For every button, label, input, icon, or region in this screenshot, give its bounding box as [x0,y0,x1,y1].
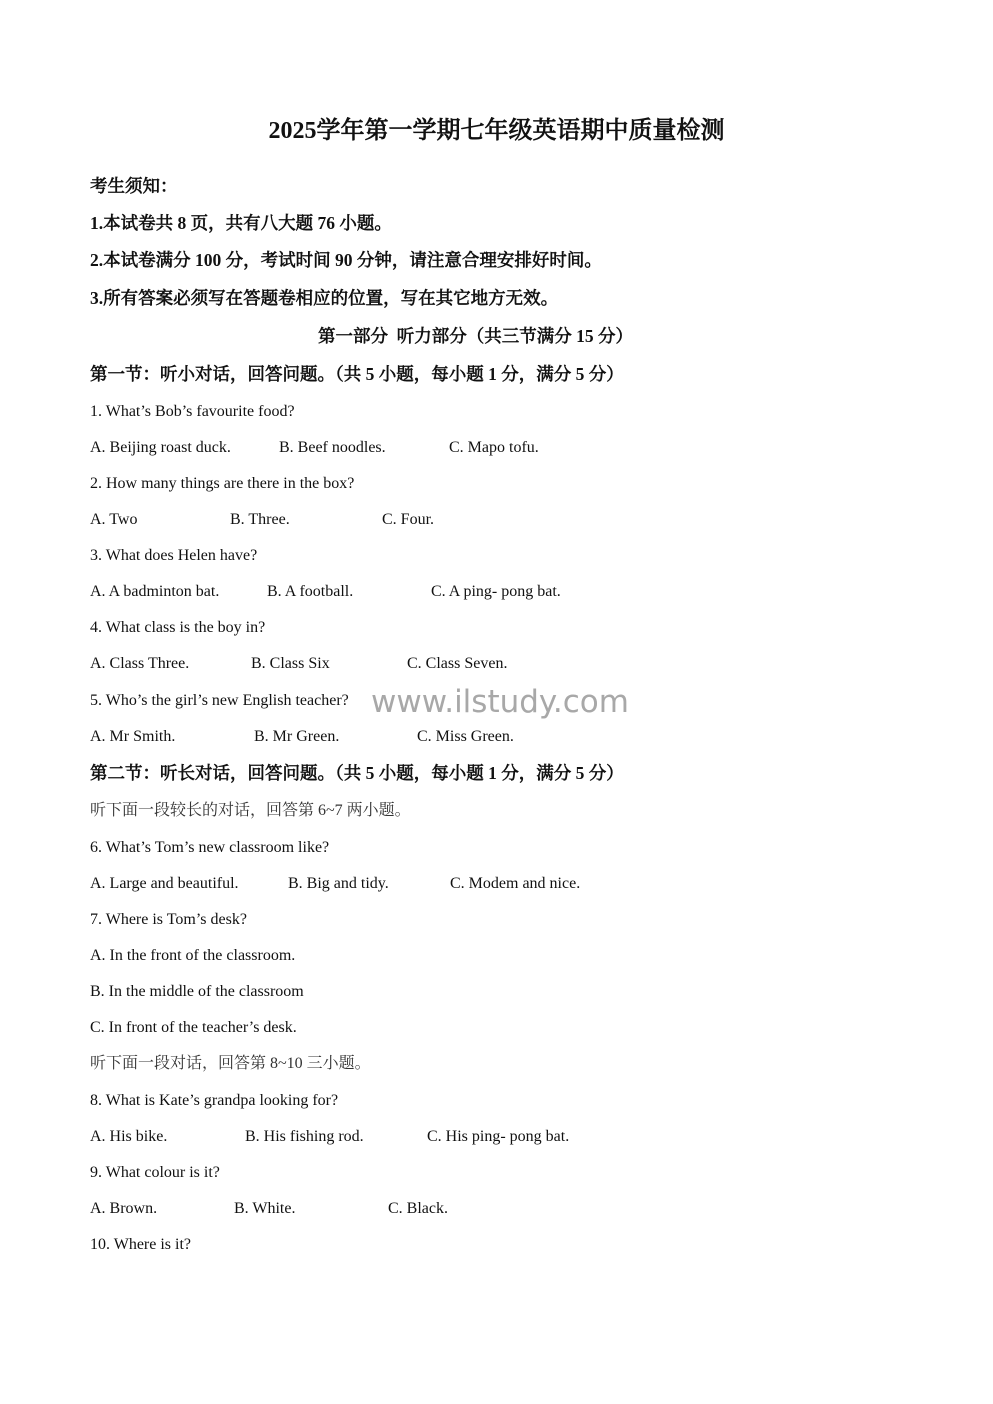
q3-option-a: A. A badminton bat. [90,583,220,600]
q9-option-c: C. Black. [388,1200,448,1217]
q5-option-a: A. Mr Smith. [90,728,176,745]
notice-item-3: 3.所有答案必须写在答题卷相应的位置，写在其它地方无效。 [90,288,559,308]
q6-option-c: C. Modem and nice. [450,875,581,892]
q2-option-b: B. Three. [230,511,290,528]
q3-option-c: C. A ping- pong bat. [431,583,561,600]
question-7: 7. Where is Tom’s desk? [90,911,247,928]
question-4: 4. What class is the boy in? [90,619,266,636]
q6-option-a: A. Large and beautiful. [90,875,239,892]
q8-option-a: A. His bike. [90,1128,168,1145]
q9-option-a: A. Brown. [90,1200,158,1217]
section2-heading: 第二节：听长对话，回答问题。（共 5 小题，每小题 1 分，满分 5 分） [90,763,624,783]
q6-option-b: B. Big and tidy. [288,875,389,892]
q8-option-b: B. His fishing rod. [245,1128,364,1145]
q3-option-b: B. A football. [267,583,354,600]
question-9: 9. What colour is it? [90,1164,220,1181]
section2-instruction-2: 听下面一段对话，回答第 8~10 三小题。 [90,1055,371,1072]
q8-option-c: C. His ping- pong bat. [427,1128,570,1145]
q2-option-c: C. Four. [382,511,435,528]
q4-option-c: C. Class Seven. [407,655,508,672]
question-1: 1. What’s Bob’s favourite food? [90,403,295,420]
q7-option-b: B. In the middle of the classroom [90,983,304,1000]
q9-option-b: B. White. [234,1200,296,1217]
q1-option-a: A. Beijing roast duck. [90,439,231,456]
question-6: 6. What’s Tom’s new classroom like? [90,839,330,856]
q4-option-a: A. Class Three. [90,655,190,672]
q2-option-a: A. Two [90,511,138,528]
q1-option-c: C. Mapo tofu. [449,439,539,456]
notice-heading: 考生须知： [90,176,178,196]
q4-option-b: B. Class Six [251,655,330,672]
question-3: 3. What does Helen have? [90,547,258,564]
q1-option-b: B. Beef noodles. [279,439,386,456]
section1-heading: 第一节：听小对话，回答问题。（共 5 小题，每小题 1 分，满分 5 分） [90,364,624,384]
question-2: 2. How many things are there in the box? [90,475,355,492]
q5-option-c: C. Miss Green. [417,728,514,745]
part1-heading: 第一部分 听力部分（共三节满分 15 分） [318,326,633,346]
notice-item-1: 1.本试卷共 8 页，共有八大题 76 小题。 [90,213,392,233]
notice-item-2: 2.本试卷满分 100 分，考试时间 90 分钟，请注意合理安排好时间。 [90,250,602,270]
watermark: www.ilstudy.com [371,684,629,720]
q7-option-c: C. In front of the teacher’s desk. [90,1019,297,1036]
section2-instruction-1: 听下面一段较长的对话，回答第 6~7 两小题。 [90,802,411,819]
page-title: 2025学年第一学期七年级英语期中质量检测 [268,118,725,144]
question-10: 10. Where is it? [90,1236,192,1253]
question-8: 8. What is Kate’s grandpa looking for? [90,1092,339,1109]
question-5: 5. Who’s the girl’s new English teacher? [90,692,349,709]
q5-option-b: B. Mr Green. [254,728,340,745]
q7-option-a: A. In the front of the classroom. [90,947,296,964]
